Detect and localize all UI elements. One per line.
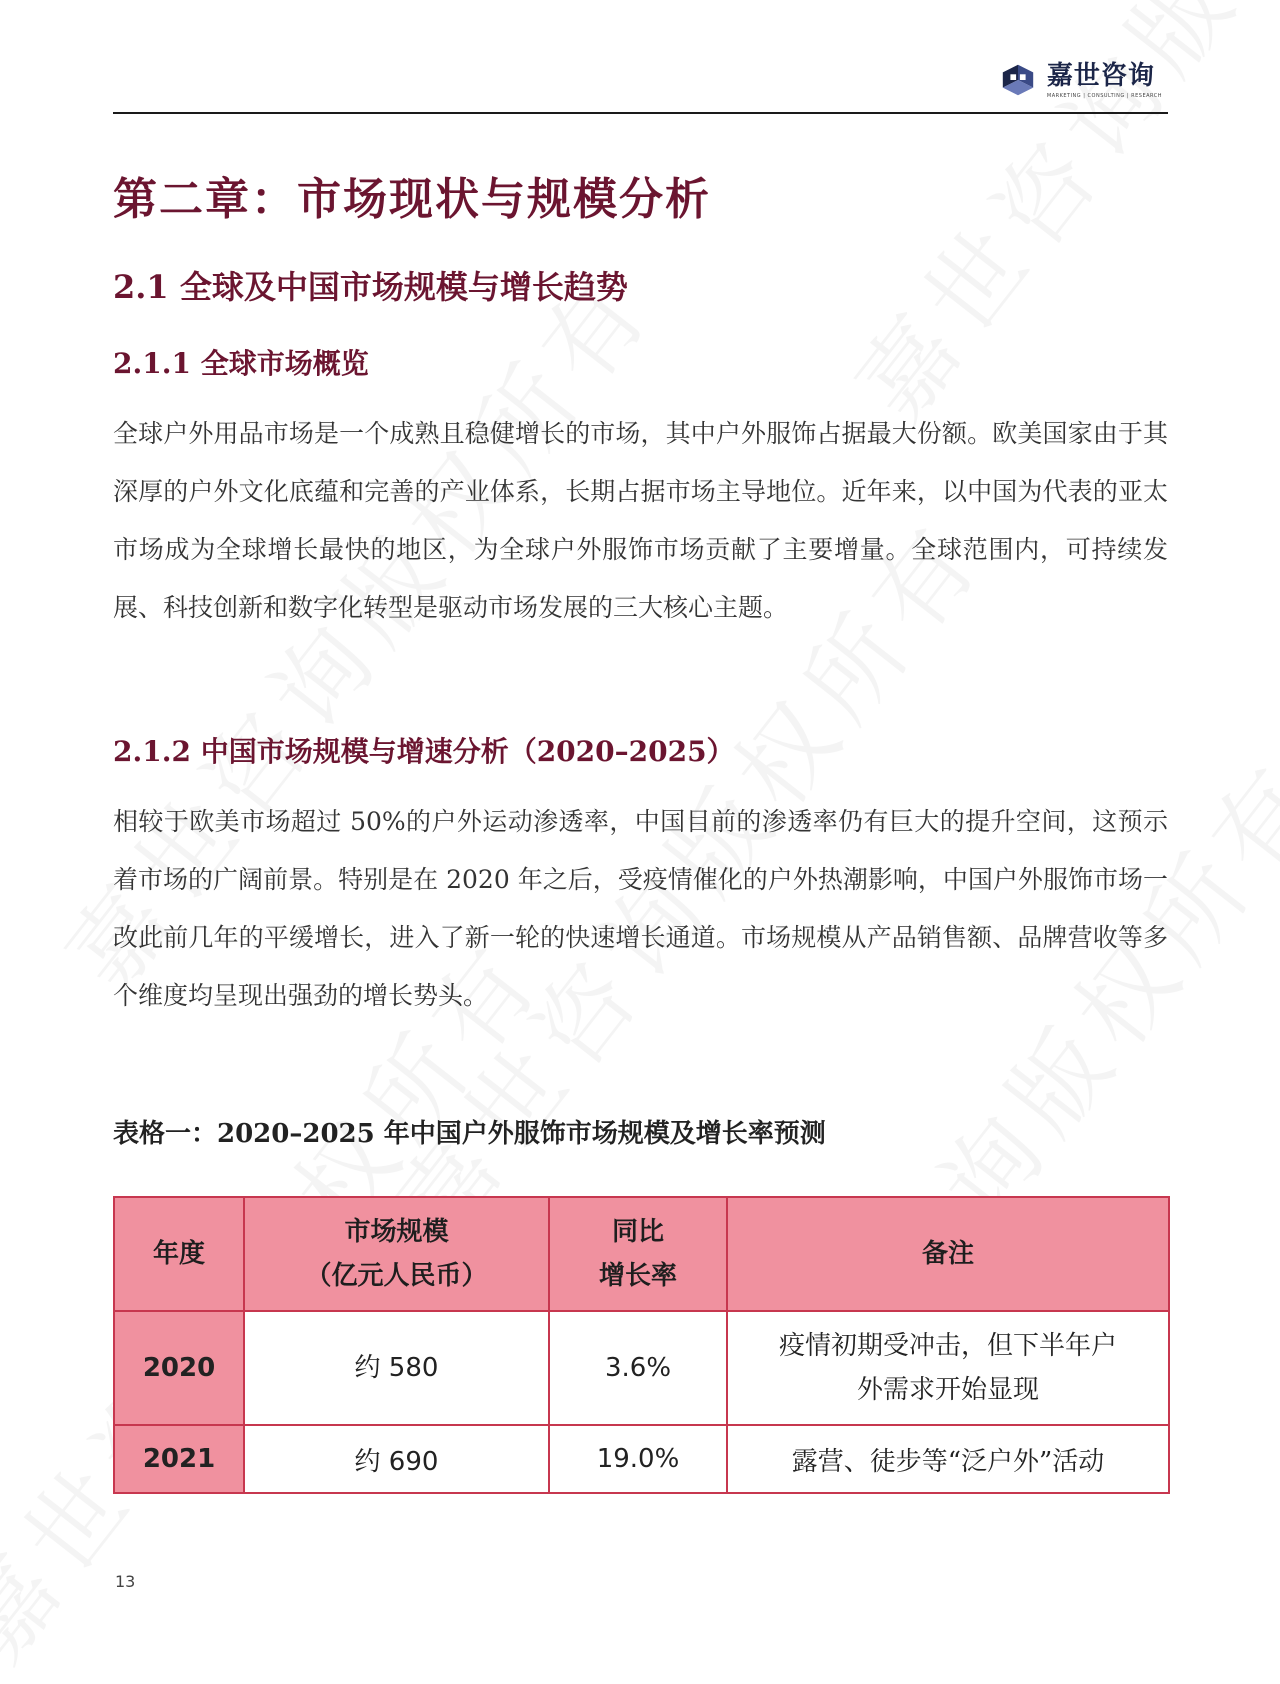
paragraph-china-market: 相较于欧美市场超过 50%的户外运动渗透率，中国目前的渗透率仍有巨大的提升空间，这预示着市场的广阔前景。特别是在 2020 年之后，受疫情催化的户外热潮影响，中国户外服饰市场一改此前几年的平缓增长，进入了新一轮的快速增长通道。市场规模从产品销售额、品牌营收等多个维度均呈现出强劲的增长势头。 <box>113 807 1168 1010</box>
brand-name: 嘉世咨询 <box>1046 60 1155 91</box>
cell-note-line1: 疫情初期受冲击，但下半年户 <box>778 1331 1117 1361</box>
header-growth <box>549 1197 727 1311</box>
brand-tagline: MARKETING | CONSULTING | RESEARCH <box>1046 92 1162 99</box>
jiashi-logo-icon <box>999 61 1037 99</box>
header-growth-line2: 增长率 <box>598 1261 677 1291</box>
table-row <box>114 1311 1169 1425</box>
header-note: 备注 <box>727 1197 1169 1311</box>
cell-note <box>727 1311 1169 1425</box>
brand-logo <box>999 58 1162 102</box>
cell-year: 2020 <box>114 1311 244 1425</box>
paragraph-global-market: 全球户外用品市场是一个成熟且稳健增长的市场，其中户外服饰占据最大份额。欧美国家由于其深厚的户外文化底蕴和完善的产业体系，长期占据市场主导地位。近年来，以中国为代表的亚太市场成为全球增长最快的地区，为全球户外服饰市场贡献了主要增量。全球范围内，可持续发展、科技创新和数字化转型是驱动市场发展的三大核心主题。 <box>113 419 1168 622</box>
header-year: 年度 <box>114 1197 244 1311</box>
section-heading-2-1: 2.1 全球及中国市场规模与增长趋势 <box>113 268 628 306</box>
cell-market-size: 约 580 <box>244 1311 549 1425</box>
header-market-size-line2: （亿元人民币） <box>305 1261 488 1291</box>
table-caption: 表格一：2020–2025 年中国户外服饰市场规模及增长率预测 <box>113 1119 826 1149</box>
header-market-size <box>244 1197 549 1311</box>
cell-year: 2021 <box>114 1425 244 1493</box>
page-number: 13 <box>115 1572 136 1591</box>
section-heading-2-1-2: 2.1.2 中国市场规模与增速分析（2020–2025） <box>113 735 735 768</box>
cell-growth: 19.0% <box>549 1425 727 1493</box>
cell-growth: 3.6% <box>549 1311 727 1425</box>
table-row <box>114 1425 1169 1493</box>
chapter-title: 第二章：市场现状与规模分析 <box>113 174 711 225</box>
header-market-size-line1: 市场规模 <box>344 1217 449 1247</box>
section-heading-2-1-1: 2.1.1 全球市场概览 <box>113 347 369 380</box>
table-header-row <box>114 1197 1169 1311</box>
page-header <box>113 52 1168 114</box>
header-growth-line1: 同比 <box>611 1217 664 1247</box>
cell-note-line2: 外需求开始显现 <box>856 1375 1039 1405</box>
cell-note: 露营、徒步等“泛户外”活动 <box>727 1425 1169 1493</box>
cell-market-size: 约 690 <box>244 1425 549 1493</box>
market-size-table <box>113 1196 1170 1494</box>
